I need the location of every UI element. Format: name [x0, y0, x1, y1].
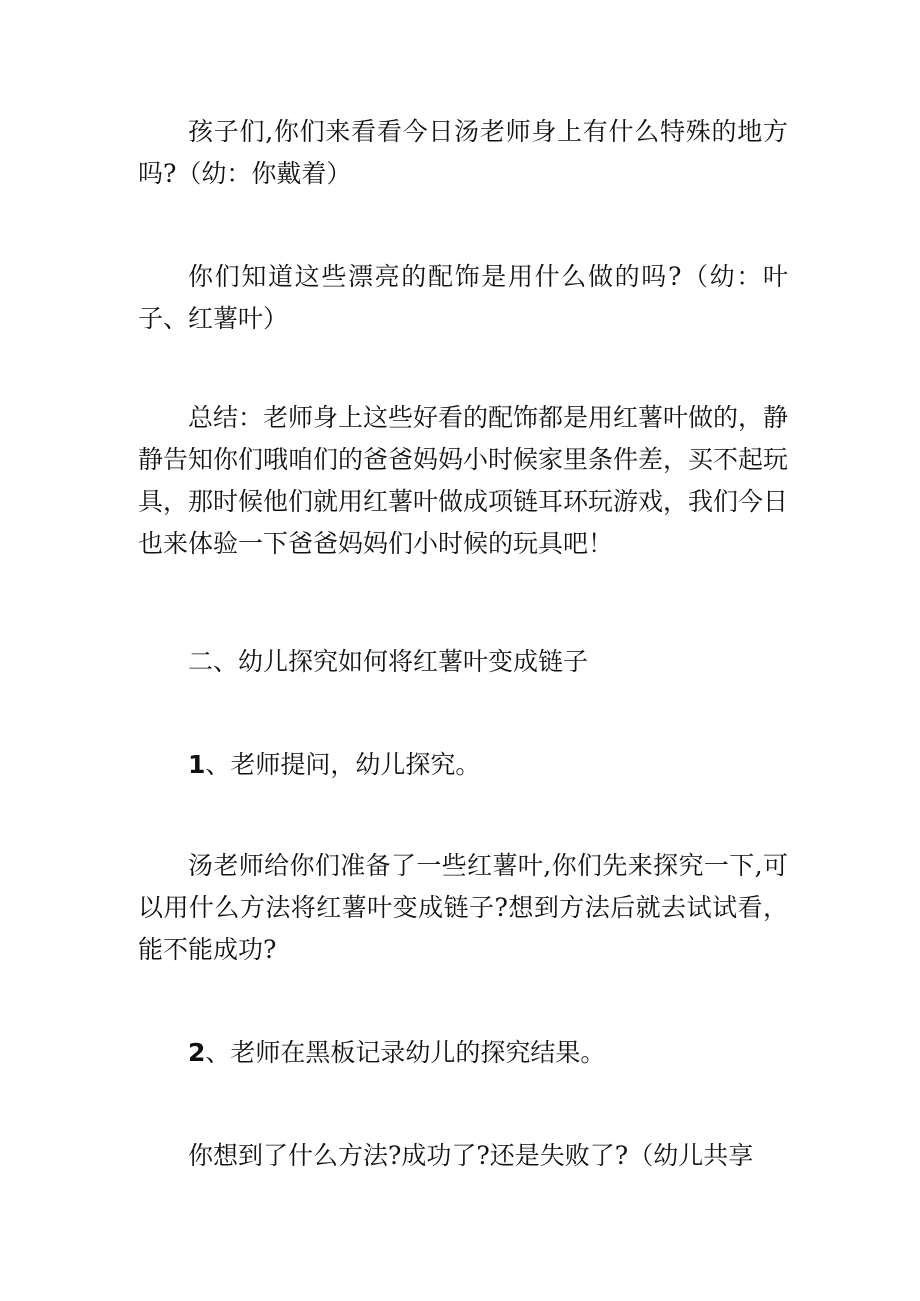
- step-text: 、老师提问，幼儿探究。: [205, 750, 481, 779]
- step-text: 、老师在黑板记录幼儿的探究结果。: [205, 1038, 606, 1067]
- step-two-heading: [138, 1032, 788, 1074]
- paragraph-material-question: 你们知道这些漂亮的配饰是用什么做的吗?（幼：叶子、红薯叶）: [138, 262, 788, 333]
- step-one-heading: [138, 744, 788, 786]
- paragraph-summary: 总结：老师身上这些好看的配饰都是用红薯叶做的，静静告知你们哦咱们的爸爸妈妈小时候家里条件差，买不起玩具，那时候他们就用红薯叶做成项链耳环玩游戏，我们今日也来体验一下爸爸妈妈们小时候的玩具吧！: [138, 403, 789, 558]
- paragraph-result-question: 你想到了什么方法?成功了?还是失败了?（幼儿共享: [188, 1141, 754, 1170]
- step-number: 2: [188, 1038, 206, 1067]
- section-heading-two: 二、幼儿探究如何将红薯叶变成链子: [188, 647, 589, 676]
- step-number: 1: [188, 750, 206, 779]
- paragraph-teacher-prompt: 汤老师给你们准备了一些红薯叶,你们先来探究一下,可以用什么方法将红薯叶变成链子?想到方法后就去试试看，能不能成功?: [138, 851, 788, 964]
- paragraph-intro-question: 孩子们,你们来看看今日汤老师身上有什么特殊的地方吗?（幼：你戴着）: [138, 117, 788, 188]
